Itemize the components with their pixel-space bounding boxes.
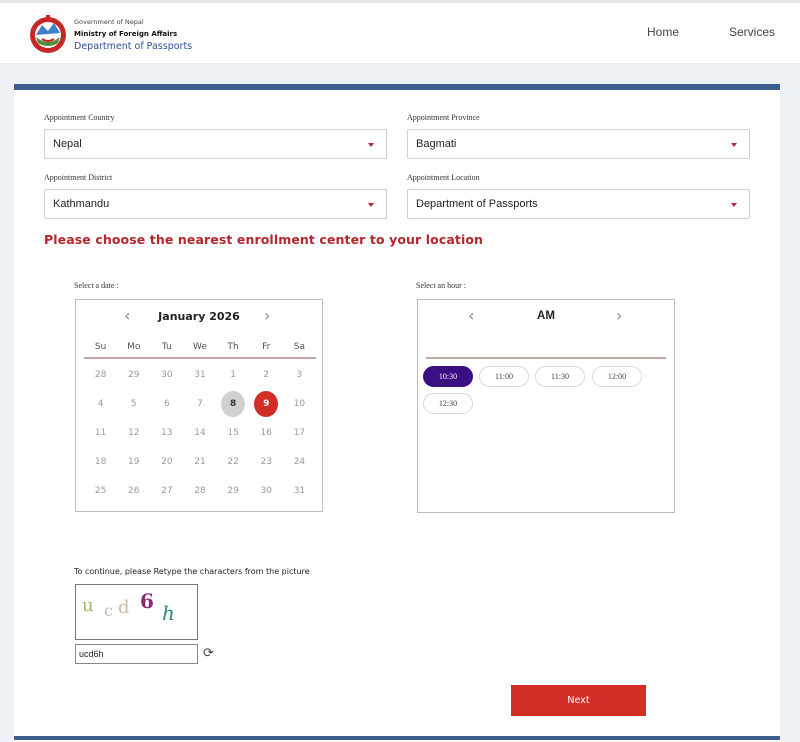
calendar-week [84, 479, 316, 503]
weekday-header [84, 335, 316, 359]
day-cell[interactable]: 31 [293, 486, 306, 496]
logo-government-text: Government of Nepal [74, 17, 144, 26]
day-cell[interactable]: 7 [197, 399, 203, 409]
nav-services-link[interactable]: Services [729, 25, 776, 39]
day-cell[interactable]: 20 [161, 457, 173, 467]
weekday-label: Tu [161, 342, 172, 352]
day-cell[interactable]: 24 [293, 457, 306, 467]
site-logo[interactable] [26, 13, 192, 55]
day-cell[interactable]: 17 [293, 428, 306, 438]
time-slot-selected[interactable]: 10:30 [423, 366, 473, 387]
day-cell-selected[interactable]: 9 [250, 392, 283, 416]
weekday-label: Th [227, 342, 239, 352]
weekday-label: Mo [127, 342, 141, 352]
day-cell[interactable]: 25 [94, 486, 107, 496]
country-label: Appointment Country [44, 113, 115, 122]
logo-department-text: Department of Passports [74, 40, 193, 52]
location-select[interactable] [407, 189, 750, 219]
period-title: AM [537, 310, 555, 322]
province-select[interactable] [407, 129, 750, 159]
weekday-label: Su [94, 342, 107, 352]
day-cell[interactable]: 13 [161, 428, 173, 438]
location-label: Appointment Location [407, 173, 480, 182]
location-value: Department of Passports [416, 198, 538, 210]
caret-down-icon [368, 143, 374, 147]
enrollment-notice: Please choose the nearest enrollment center to your location [44, 232, 484, 247]
caret-down-icon [368, 203, 374, 207]
district-label: Appointment District [44, 173, 113, 182]
date-picker [75, 299, 323, 512]
time-slot[interactable]: 12:00 [592, 366, 642, 387]
day-cell[interactable]: 12 [127, 428, 140, 438]
day-cell[interactable]: 14 [194, 428, 206, 438]
day-cell[interactable]: 21 [194, 457, 206, 467]
day-cell[interactable]: 2 [263, 370, 270, 380]
day-cell[interactable]: 31 [194, 370, 206, 380]
day-cell[interactable]: 6 [163, 399, 170, 409]
day-cell[interactable]: 22 [227, 457, 239, 467]
footer-accent-bar [14, 736, 780, 740]
day-cell[interactable]: 3 [296, 370, 303, 380]
province-label: Appointment Province [407, 113, 480, 122]
day-cell[interactable]: 29 [127, 370, 140, 380]
chevron-right-icon[interactable]: › [264, 306, 271, 325]
weekday-label: Sa [293, 342, 306, 352]
day-cell[interactable]: 16 [260, 428, 272, 438]
day-cell[interactable]: 27 [161, 486, 173, 496]
day-cell[interactable]: 23 [260, 457, 272, 467]
hour-picker [417, 299, 675, 513]
day-cell[interactable]: 11 [94, 428, 107, 438]
caret-down-icon [731, 143, 737, 147]
province-value: Bagmati [416, 138, 457, 150]
day-cell[interactable]: 19 [127, 457, 140, 467]
chevron-left-icon[interactable]: ‹ [124, 306, 131, 325]
day-cell[interactable]: 26 [127, 486, 140, 496]
calendar-week [84, 450, 316, 474]
nav-home-link[interactable]: Home [647, 25, 680, 39]
captcha-label: To continue, please Retype the characters from the picture [74, 567, 310, 576]
day-cell[interactable]: 30 [260, 486, 272, 496]
caret-down-icon [731, 203, 737, 207]
day-cell[interactable]: 29 [227, 486, 239, 496]
nepal-emblem-icon [26, 13, 70, 55]
time-slot[interactable]: 12:30 [423, 393, 473, 414]
day-cell[interactable]: 10 [293, 399, 306, 409]
day-cell[interactable]: 28 [94, 370, 107, 380]
country-select[interactable] [44, 129, 387, 159]
hour-divider [426, 357, 666, 359]
district-value: Kathmandu [53, 198, 110, 210]
day-cell[interactable]: 1 [230, 370, 236, 380]
month-title: January 2026 [158, 310, 240, 323]
day-cell[interactable]: 15 [227, 428, 239, 438]
day-cell[interactable]: 4 [97, 399, 104, 409]
top-header [0, 0, 800, 63]
next-button[interactable]: Next [511, 685, 646, 716]
refresh-icon[interactable]: ⟳ [203, 646, 214, 661]
country-value: Nepal [53, 138, 82, 150]
day-cell[interactable]: 18 [94, 457, 107, 467]
day-cell[interactable]: 5 [130, 399, 137, 409]
district-select[interactable] [44, 189, 387, 219]
weekday-label: We [193, 342, 207, 352]
day-cell-today[interactable]: 8 [217, 392, 250, 416]
chevron-right-icon[interactable]: › [616, 306, 623, 325]
hour-label: Select an hour : [416, 281, 466, 290]
chevron-left-icon[interactable]: ‹ [468, 306, 475, 325]
calendar-week [84, 421, 316, 445]
day-cell[interactable]: 30 [161, 370, 173, 380]
time-slot[interactable]: 11:00 [479, 366, 529, 387]
calendar-divider [84, 357, 316, 359]
captcha-input[interactable]: ucd6h [75, 644, 198, 664]
logo-ministry-text: Ministry of Foreign Affairs [74, 29, 178, 38]
date-label: Select a date : [74, 281, 119, 290]
day-cell[interactable]: 28 [194, 486, 206, 496]
captcha-image: u c d 6 h [75, 584, 198, 640]
weekday-label: Fr [262, 342, 271, 352]
calendar-week [84, 392, 316, 416]
time-slot[interactable]: 11:30 [535, 366, 585, 387]
calendar-week [84, 363, 316, 387]
